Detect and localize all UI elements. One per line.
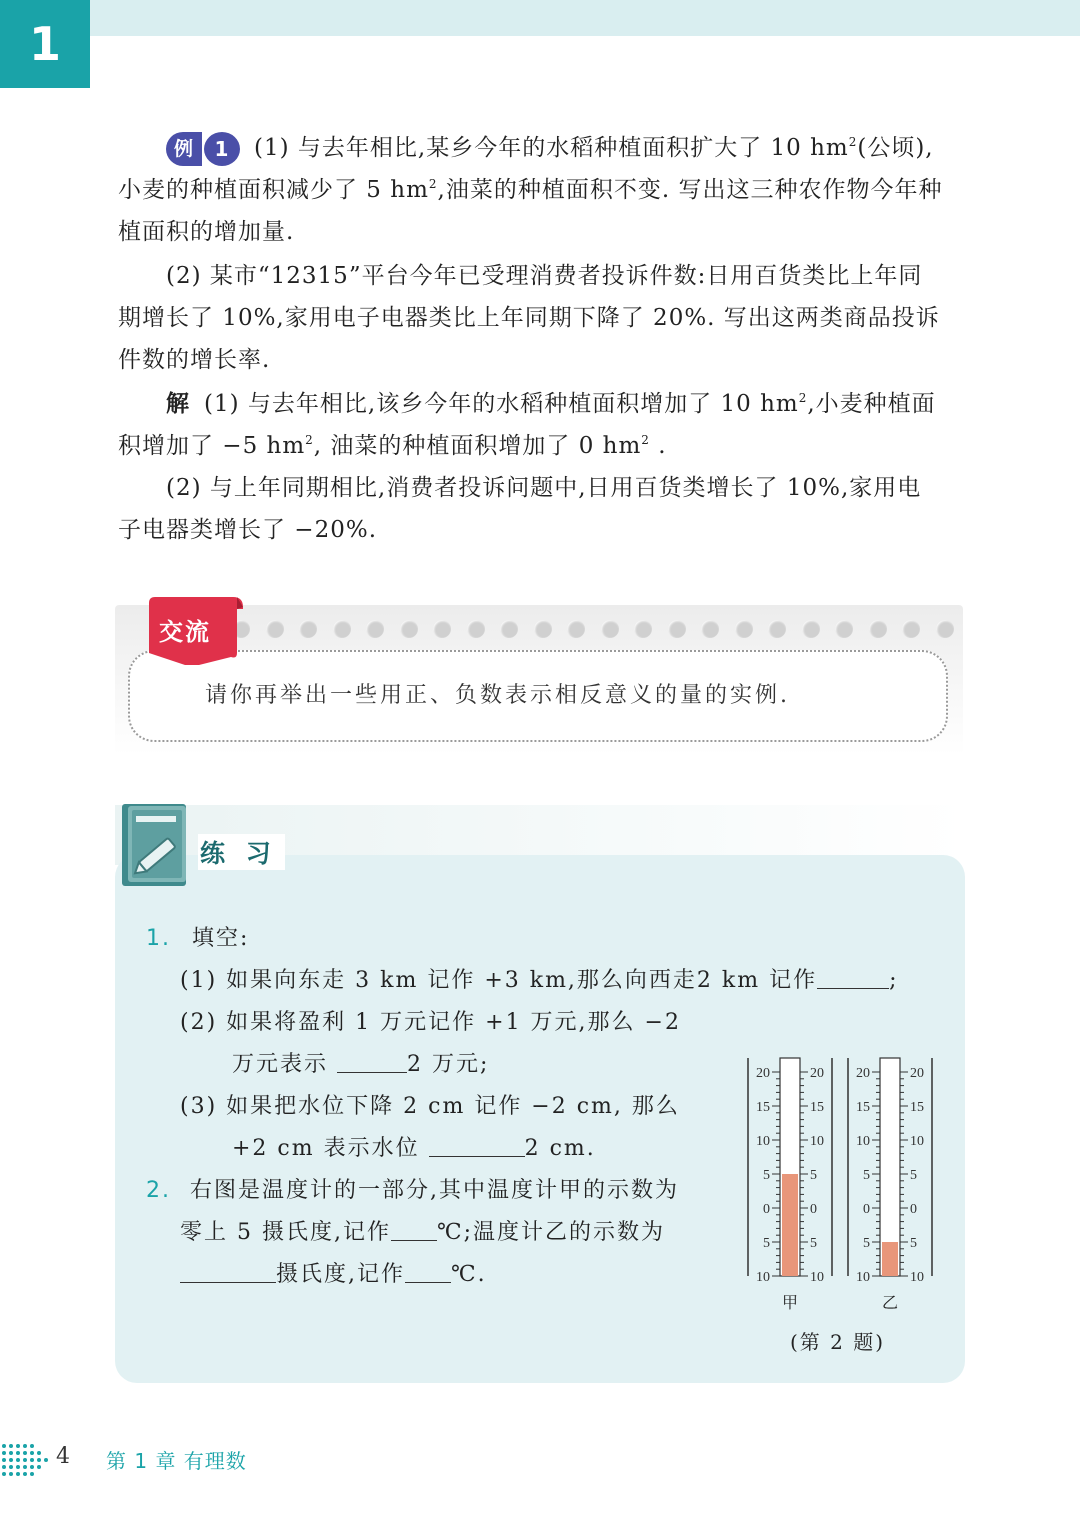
tick-label: 15	[810, 1100, 824, 1115]
practice-question-2-cont: 零上 5 摄氏度,记作 ℃;温度计乙的示数为	[180, 1212, 665, 1254]
practice-question-1-2-cont: 万元表示 2 万元;	[232, 1044, 489, 1086]
practice-question-1-2: (2) 如果将盈利 1 万元记作 +1 万元,那么 −2	[180, 1010, 681, 1035]
footer-dot-grid-icon	[0, 1440, 52, 1478]
practice-question-1-3-cont: +2 cm 表示水位 2 cm.	[232, 1128, 596, 1170]
answer-blank[interactable]	[405, 1257, 451, 1283]
tick-label: 0	[810, 1202, 817, 1217]
practice-question-1-1: (1) 如果向东走 3 km 记作 +3 km,那么向西走2 km 记作 ;	[180, 960, 899, 1002]
tick-label: 10	[910, 1270, 924, 1285]
thermometer-name: 乙	[881, 1293, 899, 1312]
tick-label: 0	[910, 1202, 917, 1217]
tick-label: 5	[863, 1236, 870, 1251]
tick-label: 5	[863, 1168, 870, 1183]
tick-label: 5	[810, 1168, 817, 1183]
tick-label: 15	[910, 1100, 924, 1115]
tick-label: 5	[910, 1168, 917, 1183]
tick-label: 10	[856, 1270, 870, 1285]
practice-question-2: 2. 右图是温度计的一部分,其中温度计甲的示数为	[146, 1178, 679, 1203]
answer-blank[interactable]	[337, 1047, 407, 1073]
tick-label: 20	[856, 1066, 870, 1081]
discussion-dot-row	[232, 620, 954, 638]
tick-label: 10	[856, 1134, 870, 1149]
thermometer-name: 甲	[781, 1293, 799, 1312]
tick-label: 10	[910, 1134, 924, 1149]
example-badge	[166, 132, 240, 166]
tick-label: 10	[810, 1270, 824, 1285]
discussion-tag-label: 交流	[159, 618, 211, 646]
tick-label: 0	[763, 1202, 770, 1217]
thermometer-figure	[740, 1050, 940, 1320]
discussion-text: 请你再举出一些用正、负数表示相反意义的量的实例.	[205, 683, 790, 708]
practice-question-1: 1. 填空:	[146, 926, 250, 951]
tick-label: 5	[910, 1236, 917, 1251]
answer-blank[interactable]	[817, 963, 889, 989]
tick-label: 5	[763, 1236, 770, 1251]
page-number: 4	[56, 1444, 70, 1469]
example-1-question-2: (2) 某市“12315”平台今年已受理消费者投诉件数:日用百货类比上年同 期增长了 10%,家用电子电器类比上年同期下降了 20%. 写出这两类商品投诉 件数的增长率.	[118, 263, 940, 373]
pencil-notebook-icon	[120, 802, 190, 888]
thermometer-mercury	[882, 1242, 898, 1276]
tick-label: 10	[810, 1134, 824, 1149]
tick-label: 5	[763, 1168, 770, 1183]
tick-label: 5	[810, 1236, 817, 1251]
tick-label: 20	[756, 1066, 770, 1081]
tick-label: 15	[756, 1100, 770, 1115]
tick-label: 20	[910, 1066, 924, 1081]
solution-2: (2) 与上年同期相比,消费者投诉问题中,日用百货类增长了 10%,家用电 子电器类增长了 −20%.	[118, 475, 922, 543]
tick-label: 20	[810, 1066, 824, 1081]
tick-label: 10	[756, 1270, 770, 1285]
answer-blank[interactable]	[429, 1131, 525, 1157]
solution-1: 解 (1) 与去年相比,该乡今年的水稻种植面积增加了 10 $hm^2$,小麦种植面 积增加了 −5 $hm^2$, 油菜的种植面积增加了 0 $hm^2$ .	[118, 391, 936, 459]
practice-title: 练 习	[198, 834, 285, 870]
example-badge-label: 例	[166, 132, 202, 166]
tick-label: 0	[863, 1202, 870, 1217]
tick-label: 10	[756, 1134, 770, 1149]
example-1-question-1: 例 1 (1) 与去年相比,某乡今年的水稻种植面积扩大了 10 $hm^2$(公顷), 小麦的种植面积减少了 5 $hm^2$,油菜的种植面积不变. 写出这三种农作物今年种 植面积的增加量.	[118, 127, 963, 253]
practice-question-2-cont-2: 摄氏度,记作 ℃.	[180, 1254, 487, 1296]
thermometer-mercury	[782, 1174, 798, 1276]
tick-label: 15	[856, 1100, 870, 1115]
practice-question-1-3: (3) 如果把水位下降 2 cm 记作 −2 cm, 那么	[180, 1094, 680, 1119]
chapter-label: 第 1 章 有理数	[106, 1449, 247, 1473]
answer-blank[interactable]	[180, 1257, 276, 1283]
chapter-number-tab: 1	[0, 0, 90, 88]
solution-label: 解	[166, 391, 190, 417]
top-band	[0, 0, 1080, 36]
figure-caption: (第 2 题)	[790, 1330, 886, 1354]
example-badge-number: 1	[204, 132, 240, 166]
answer-blank[interactable]	[391, 1215, 437, 1241]
